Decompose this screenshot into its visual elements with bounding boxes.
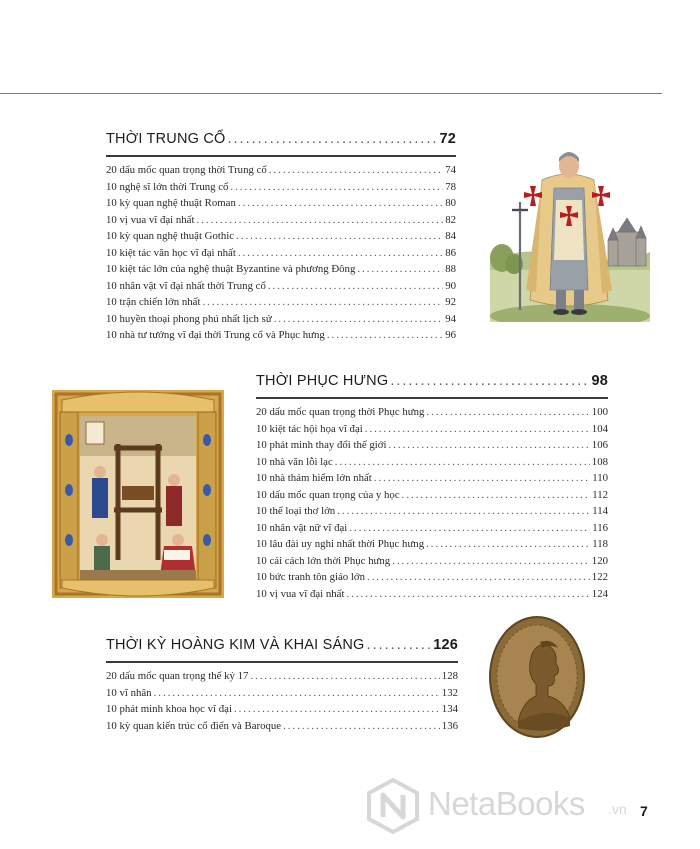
entry-page: 120: [591, 554, 608, 567]
entry-label: 10 huyền thoại phong phú nhất lịch sử: [106, 312, 272, 325]
entry-page: 90: [445, 279, 456, 292]
entry-page: 124: [591, 587, 608, 600]
entry-label: 10 nhà tư tưởng vĩ đại thời Trung cổ và Phục hưng: [106, 329, 325, 341]
entry-page: 122: [591, 571, 608, 583]
entry-page: 100: [591, 406, 608, 418]
page-number: 7: [640, 803, 648, 819]
entry-label: 10 nghệ sĩ lớn thời Trung cổ: [106, 180, 229, 193]
entry-label: 10 kỳ quan kiến trúc cổ điển và Baroque: [106, 719, 282, 732]
toc-entry[interactable]: [256, 456, 608, 473]
leader-dots: [234, 703, 440, 715]
section-heading[interactable]: [256, 373, 608, 399]
entry-label: 10 kiệt tác hội họa vĩ đại: [256, 422, 363, 435]
toc-entry[interactable]: [256, 538, 608, 555]
leader-dots: [236, 230, 443, 242]
section-title: THỜI PHỤC HƯNG: [256, 373, 389, 389]
toc-entry[interactable]: [256, 588, 608, 605]
section-page: 126: [433, 637, 458, 653]
entry-page: 136: [441, 719, 458, 732]
leader-dots: [250, 670, 439, 682]
toc-entry[interactable]: [106, 263, 456, 280]
entry-label: 20 dấu mốc quan trọng thời Phục hưng: [256, 406, 425, 418]
entry-label: 10 lâu đài uy nghi nhất thời Phục hưng: [256, 538, 425, 550]
leader-dots: [274, 313, 444, 325]
leader-dots: [154, 687, 440, 699]
watermark-text: NetaBooks: [428, 785, 585, 822]
leader-dots: [349, 522, 590, 534]
entry-label: 10 dấu mốc quan trọng của y học: [256, 488, 400, 501]
toc-entry[interactable]: [106, 313, 456, 330]
entry-label: 10 bức tranh tôn giáo lớn: [256, 571, 366, 583]
toc-section-renaissance: [256, 373, 608, 604]
toc-entry[interactable]: [256, 571, 608, 588]
leader-dots: [426, 538, 590, 550]
entry-page: 96: [445, 329, 456, 341]
section-heading[interactable]: [106, 637, 458, 663]
entry-page: 108: [591, 455, 608, 468]
entry-label: 10 nhân vật nữ vĩ đại: [256, 521, 348, 534]
leader-dots: [238, 197, 443, 209]
entry-page: 104: [591, 422, 608, 435]
entry-page: 94: [445, 312, 456, 325]
toc-entry[interactable]: [106, 329, 456, 346]
toc-entry[interactable]: [256, 555, 608, 572]
entry-page: 74: [445, 164, 456, 176]
entry-label: 10 vị vua vĩ đại nhất: [256, 587, 345, 600]
bronze-medal-illustration: [488, 614, 586, 740]
entry-label: 10 nhân vật vĩ đại nhất thời Trung cổ: [106, 279, 266, 292]
entry-page: 128: [441, 670, 458, 682]
entry-page: 88: [445, 263, 456, 275]
entry-label: 10 trận chiến lớn nhất: [106, 296, 201, 308]
entry-list: [106, 164, 456, 346]
entry-page: 78: [445, 180, 456, 193]
section-title: THỜI TRUNG CỔ: [106, 131, 226, 147]
section-page: 98: [591, 373, 608, 389]
toc-entry[interactable]: [106, 197, 456, 214]
toc-entry[interactable]: [106, 164, 456, 181]
entry-page: 80: [445, 197, 456, 209]
section-page: 72: [439, 131, 456, 147]
leader-dots: [392, 555, 590, 567]
entry-page: 92: [445, 296, 456, 308]
entry-label: 10 kỳ quan nghệ thuật Gothic: [106, 230, 235, 242]
entry-label: 20 dấu mốc quan trọng thời Trung cổ: [106, 164, 267, 176]
entry-page: 86: [445, 246, 456, 259]
watermark-tld: .vn: [608, 801, 627, 817]
toc-entry[interactable]: [256, 439, 608, 456]
entry-page: 112: [592, 488, 608, 501]
leader-dots: [426, 406, 589, 418]
section-heading[interactable]: [106, 131, 456, 157]
entry-label: 10 thể loại thơ lớn: [256, 505, 336, 517]
entry-label: 10 kỳ quan nghệ thuật Roman: [106, 197, 236, 209]
toc-entry[interactable]: [106, 687, 458, 704]
leader-dots: [196, 214, 443, 226]
entry-label: 10 nhà thám hiểm lớn nhất: [256, 472, 372, 484]
entry-label: 10 kiệt tác lớn của nghệ thuật Byzantine và phương Đông: [106, 263, 356, 275]
top-rule: [0, 93, 662, 94]
leader-dots: [367, 571, 590, 583]
toc-entry[interactable]: [106, 181, 456, 198]
netabooks-watermark: [364, 777, 640, 835]
entry-label: 10 cải cách lớn thời Phục hưng: [256, 554, 391, 567]
leader-dots: [327, 329, 443, 341]
toc-entry[interactable]: [106, 703, 458, 720]
templar-knight-illustration: [490, 140, 650, 322]
leader-dots: [367, 637, 432, 653]
entry-page: 132: [441, 686, 458, 699]
entry-label: 10 phát minh khoa học vĩ đại: [106, 703, 232, 715]
leader-dots: [337, 505, 590, 517]
toc-section-golden-age: [106, 637, 458, 736]
leader-dots: [268, 280, 443, 292]
entry-page: 116: [592, 521, 608, 534]
entry-page: 114: [592, 505, 608, 517]
leader-dots: [228, 131, 438, 147]
toc-entry[interactable]: [106, 720, 458, 737]
leader-dots: [374, 472, 590, 484]
entry-label: 20 dấu mốc quan trọng thế kỷ 17: [106, 670, 249, 682]
toc-entry[interactable]: [106, 670, 458, 687]
netabooks-logo-icon: [364, 777, 422, 835]
entry-page: 106: [591, 439, 608, 451]
toc-entry[interactable]: [256, 489, 608, 506]
leader-dots: [365, 423, 590, 435]
leader-dots: [357, 263, 443, 275]
toc-entry[interactable]: [256, 522, 608, 539]
printing-press-illustration: [52, 390, 224, 598]
toc-entry[interactable]: [256, 406, 608, 423]
leader-dots: [388, 439, 589, 451]
entry-list: [106, 670, 458, 736]
toc-entry[interactable]: [106, 230, 456, 247]
leader-dots: [269, 164, 443, 176]
toc-entry[interactable]: [106, 296, 456, 313]
entry-list: [256, 406, 608, 604]
toc-entry[interactable]: [256, 423, 608, 440]
entry-label: 10 vị vua vĩ đại nhất: [106, 213, 195, 226]
entry-label: 10 nhà văn lỗi lạc: [256, 455, 333, 468]
entry-label: 10 vĩ nhân: [106, 686, 152, 699]
toc-entry[interactable]: [106, 247, 456, 264]
entry-page: 82: [445, 213, 456, 226]
section-title: THỜI KỲ HOÀNG KIM VÀ KHAI SÁNG: [106, 637, 365, 653]
toc-entry[interactable]: [256, 472, 608, 489]
leader-dots: [238, 247, 443, 259]
toc-entry[interactable]: [106, 280, 456, 297]
leader-dots: [230, 181, 443, 193]
leader-dots: [390, 373, 589, 389]
toc-entry[interactable]: [256, 505, 608, 522]
leader-dots: [335, 456, 590, 468]
leader-dots: [346, 588, 589, 600]
entry-page: 84: [445, 230, 456, 242]
entry-label: 10 phát minh thay đổi thế giới: [256, 439, 387, 451]
entry-label: 10 kiệt tác văn học vĩ đại nhất: [106, 246, 236, 259]
leader-dots: [283, 720, 440, 732]
entry-page: 110: [592, 472, 608, 484]
toc-section-middle-ages: [106, 131, 456, 346]
entry-page: 134: [441, 703, 458, 715]
toc-entry[interactable]: [106, 214, 456, 231]
leader-dots: [202, 296, 443, 308]
entry-page: 118: [592, 538, 608, 550]
leader-dots: [402, 489, 591, 501]
